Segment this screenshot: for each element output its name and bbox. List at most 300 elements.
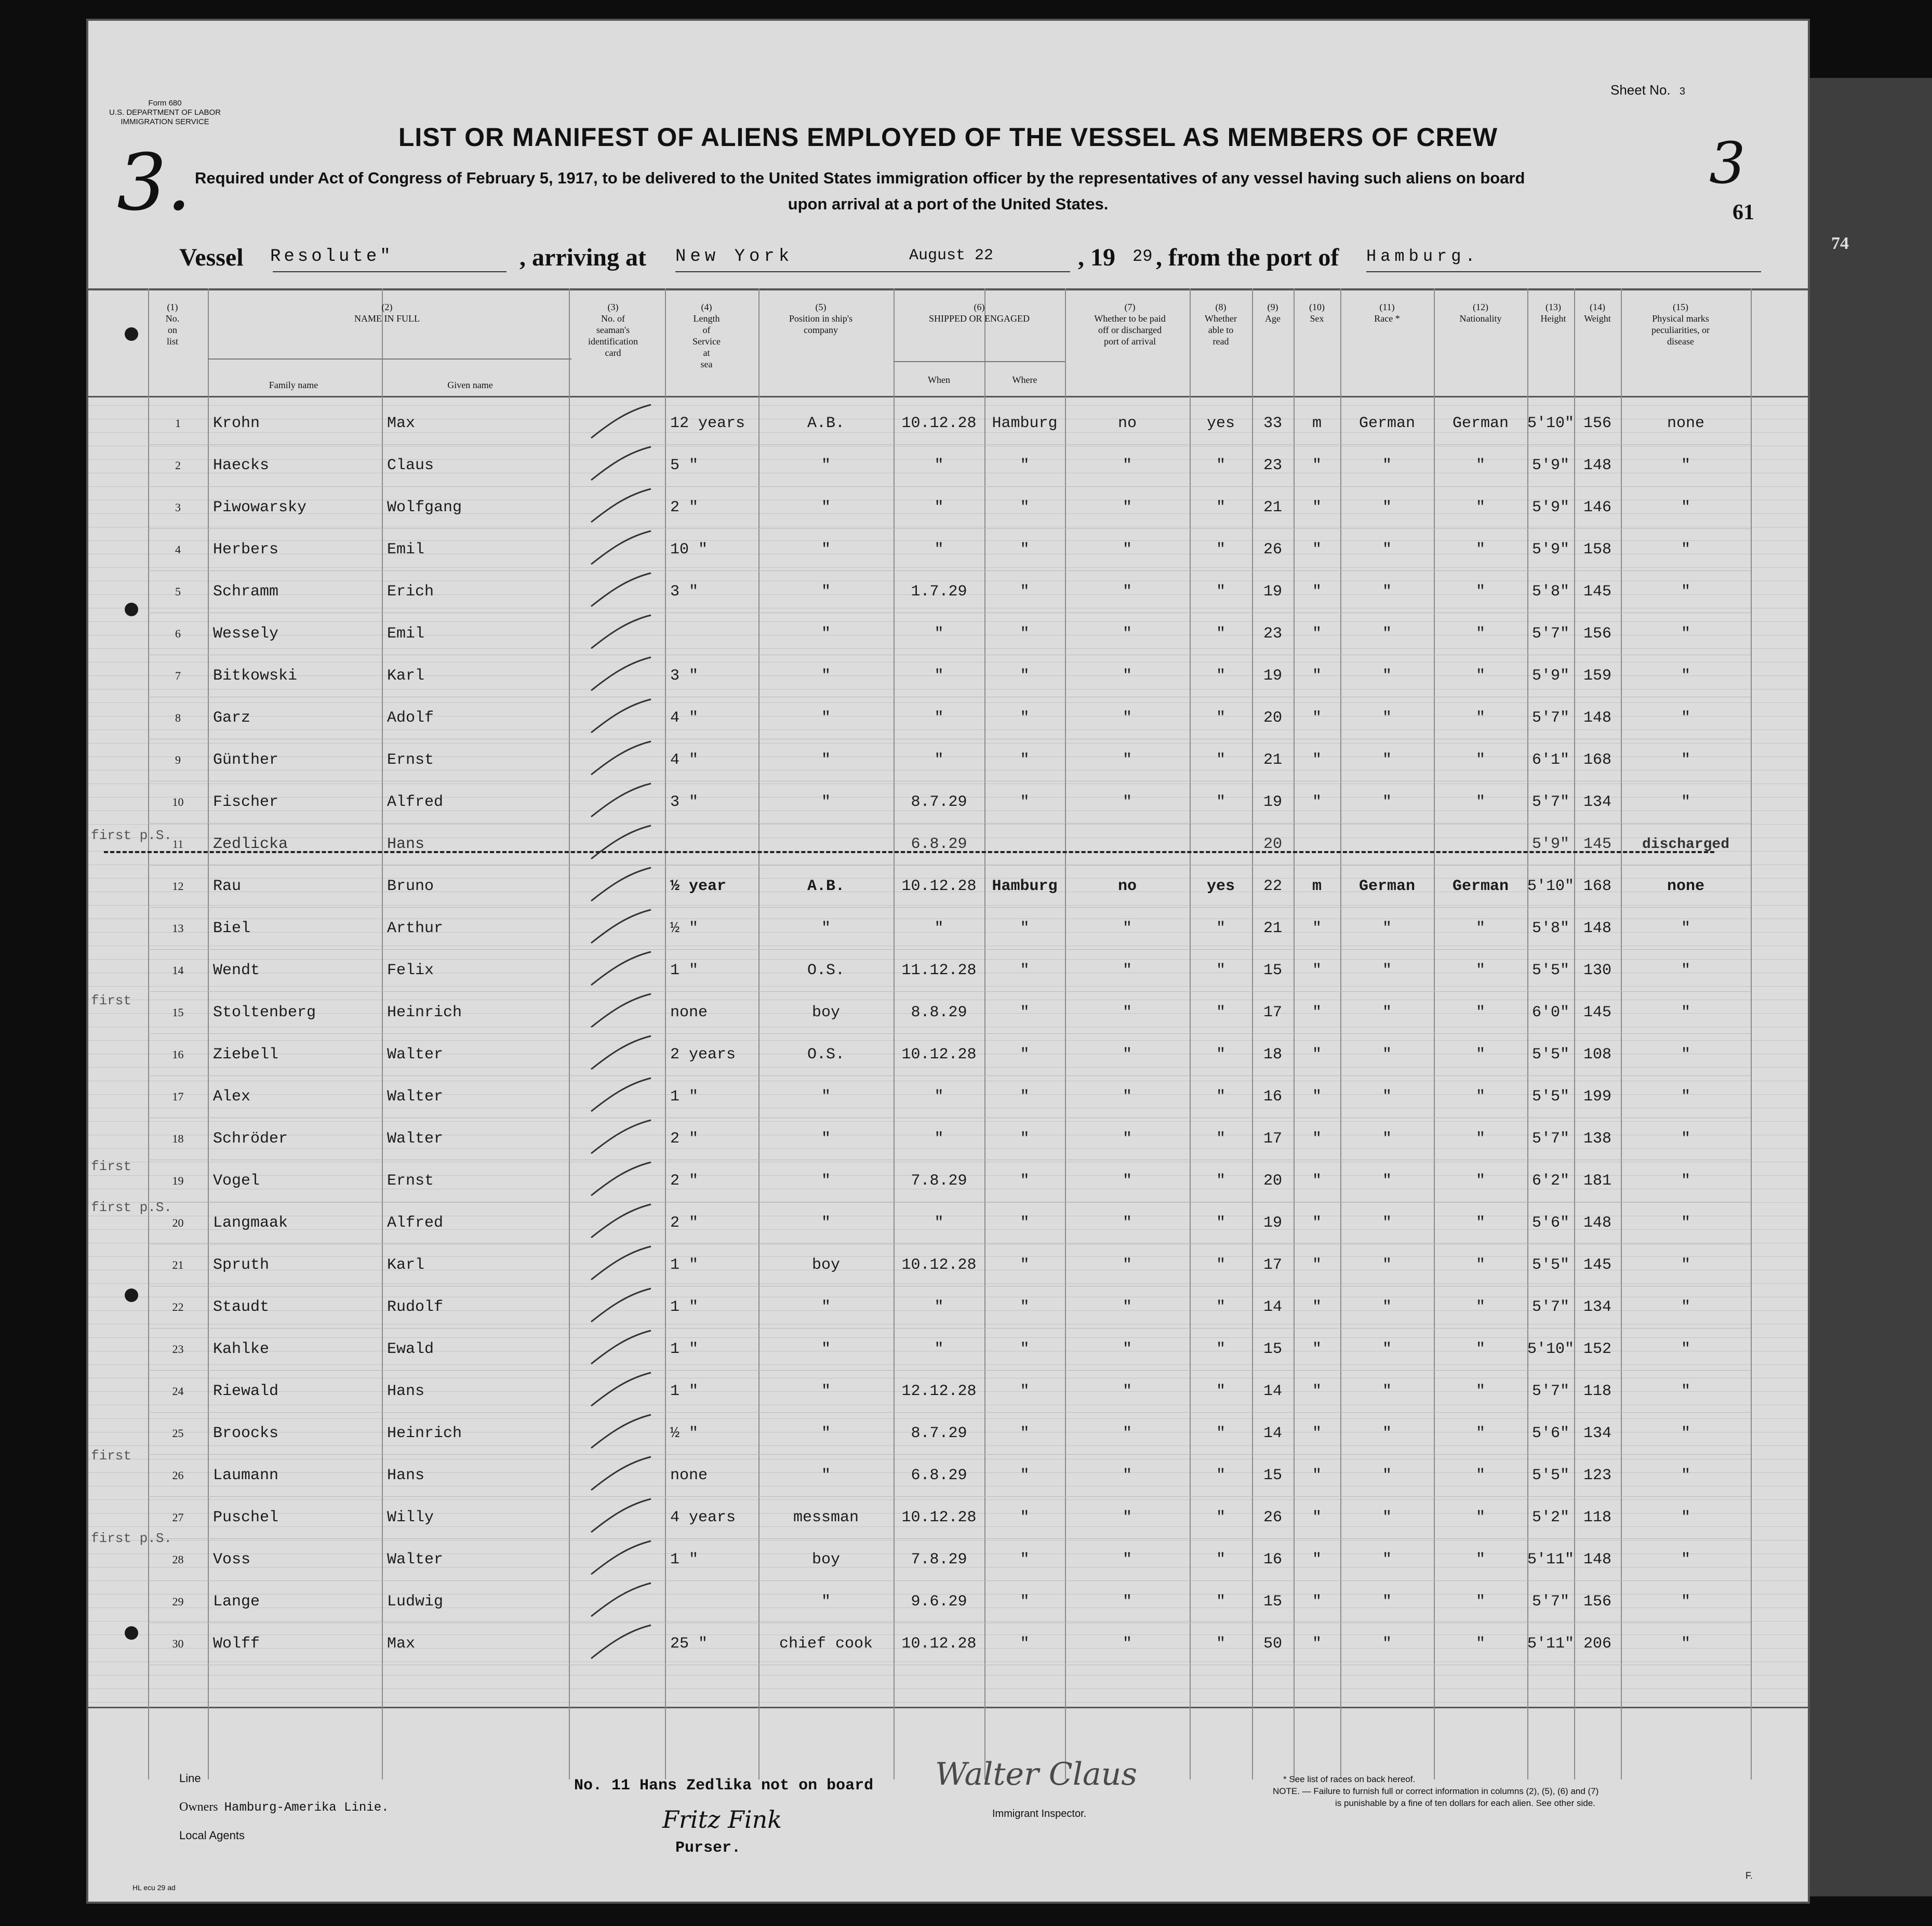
cell-position: " — [758, 1202, 894, 1244]
cell-read: " — [1190, 1160, 1252, 1202]
cell-sex: " — [1294, 1160, 1340, 1202]
cell-sex: " — [1294, 1118, 1340, 1160]
cell-paid: " — [1065, 781, 1190, 823]
cell-service: 2 " — [665, 1160, 758, 1202]
cell-service: 2 " — [665, 1118, 758, 1160]
cell-nat: German — [1434, 403, 1527, 445]
cell-given: Alfred — [382, 781, 569, 823]
cell-where: " — [984, 1539, 1065, 1581]
cell-no: 21 — [148, 1244, 208, 1286]
check-stroke-icon — [578, 1413, 656, 1449]
cell-family: Stoltenberg — [208, 992, 382, 1034]
cell-where: " — [984, 613, 1065, 655]
cell-family: Schramm — [208, 571, 382, 613]
cell-nat: " — [1434, 1623, 1527, 1665]
cell-family: Laumann — [208, 1455, 382, 1497]
cell-read: yes — [1190, 403, 1252, 445]
cell-weight: 145 — [1574, 571, 1621, 613]
cell-family: Voss — [208, 1539, 382, 1581]
penalty-note-1: NOTE. — Failure to furnish full or correct information in columns (2), (5), (6) and (7) — [1273, 1786, 1599, 1796]
arrival-date: August 22 — [909, 247, 994, 264]
cell-card — [569, 1118, 665, 1160]
cell-paid: " — [1065, 1118, 1190, 1160]
next-page-edge — [1803, 78, 1932, 1896]
cell-race: " — [1340, 781, 1434, 823]
cell-marks: " — [1621, 697, 1751, 739]
cell-sex: " — [1294, 1539, 1340, 1581]
cell-race: " — [1340, 1202, 1434, 1244]
cell-nat: " — [1434, 529, 1527, 571]
margin-annotation: first p.S. — [91, 1531, 172, 1547]
cell-no: 25 — [148, 1413, 208, 1455]
cell-age: 18 — [1252, 1034, 1294, 1076]
cell-race: " — [1340, 1286, 1434, 1329]
crew-row — [148, 445, 1751, 487]
cell-marks: " — [1621, 1076, 1751, 1118]
penalty-note-2: is punishable by a fine of ten dollars for each alien. See other side. — [1335, 1798, 1595, 1808]
cell-height: 5'10" — [1527, 1329, 1574, 1371]
cell-no: 24 — [148, 1371, 208, 1413]
cell-age: 16 — [1252, 1076, 1294, 1118]
cell-marks: none — [1621, 403, 1751, 445]
cell-given: Hans — [382, 1455, 569, 1497]
cell-nat: " — [1434, 1455, 1527, 1497]
cell-race: " — [1340, 697, 1434, 739]
cell-no: 8 — [148, 697, 208, 739]
cell-paid: " — [1065, 1076, 1190, 1118]
cell-where: " — [984, 529, 1065, 571]
cell-weight: 134 — [1574, 1413, 1621, 1455]
local-agents-label: Local Agents — [179, 1829, 245, 1842]
cell-when: 6.8.29 — [894, 823, 984, 866]
cell-family: Fischer — [208, 781, 382, 823]
cell-marks: " — [1621, 445, 1751, 487]
header-name: (2) NAME IN FULL — [354, 302, 420, 324]
cell-family: Langmaak — [208, 1202, 382, 1244]
cell-age: 14 — [1252, 1413, 1294, 1455]
header-no-on-list: (1) No. on list — [165, 302, 180, 347]
cell-where: " — [984, 1034, 1065, 1076]
check-stroke-icon — [578, 445, 656, 481]
cell-marks: " — [1621, 1623, 1751, 1665]
cell-marks: " — [1621, 1160, 1751, 1202]
cell-position: " — [758, 655, 894, 697]
cell-sex: " — [1294, 1413, 1340, 1455]
check-stroke-icon — [578, 1076, 656, 1112]
cell-position: " — [758, 1329, 894, 1371]
check-stroke-icon — [578, 1160, 656, 1197]
cell-height: 5'5" — [1527, 1076, 1574, 1118]
cell-card — [569, 1034, 665, 1076]
cell-sex: " — [1294, 1581, 1340, 1623]
cell-service: 5 " — [665, 445, 758, 487]
cell-when: " — [894, 445, 984, 487]
cell-when: " — [894, 1076, 984, 1118]
crew-row — [148, 529, 1751, 571]
cell-age: 26 — [1252, 529, 1294, 571]
crew-row — [148, 908, 1751, 950]
cell-no: 12 — [148, 866, 208, 908]
cell-sex: m — [1294, 866, 1340, 908]
cell-where: " — [984, 1076, 1065, 1118]
cell-paid: " — [1065, 445, 1190, 487]
cell-race: " — [1340, 908, 1434, 950]
crew-row — [148, 1623, 1751, 1665]
cell-when: 7.8.29 — [894, 1539, 984, 1581]
cell-paid: " — [1065, 613, 1190, 655]
cell-weight: 156 — [1574, 1581, 1621, 1623]
cell-sex: " — [1294, 445, 1340, 487]
cell-nat: " — [1434, 1202, 1527, 1244]
cell-family: Wendt — [208, 950, 382, 992]
check-stroke-icon — [578, 1034, 656, 1070]
page-number: 61 — [1733, 201, 1754, 224]
cell-position: " — [758, 1160, 894, 1202]
crew-row — [148, 1076, 1751, 1118]
cell-given: Karl — [382, 1244, 569, 1286]
cell-given: Ernst — [382, 739, 569, 781]
check-stroke-icon — [578, 992, 656, 1028]
cell-nat: " — [1434, 950, 1527, 992]
cell-card — [569, 823, 665, 866]
cell-weight: 152 — [1574, 1329, 1621, 1371]
cell-where: " — [984, 571, 1065, 613]
cell-height: 5'7" — [1527, 613, 1574, 655]
cell-paid: " — [1065, 950, 1190, 992]
cell-card — [569, 1329, 665, 1371]
cell-weight: 156 — [1574, 613, 1621, 655]
cell-weight: 145 — [1574, 992, 1621, 1034]
header-when: When — [928, 375, 950, 385]
cell-sex: " — [1294, 992, 1340, 1034]
cell-when: " — [894, 529, 984, 571]
cell-race: " — [1340, 1329, 1434, 1371]
cell-service: none — [665, 992, 758, 1034]
cell-age: 14 — [1252, 1371, 1294, 1413]
arriving-port: New York — [675, 247, 794, 267]
cell-age: 17 — [1252, 1118, 1294, 1160]
cell-no: 10 — [148, 781, 208, 823]
header-position: (5) Position in ship's company — [789, 302, 853, 335]
cell-where: Hamburg — [984, 403, 1065, 445]
cell-paid: " — [1065, 655, 1190, 697]
cell-height: 5'10" — [1527, 866, 1574, 908]
crew-rows — [148, 403, 1751, 1665]
cell-height: 6'2" — [1527, 1160, 1574, 1202]
cell-race: " — [1340, 571, 1434, 613]
cell-read: " — [1190, 1581, 1252, 1623]
cell-sex: " — [1294, 781, 1340, 823]
cell-race: " — [1340, 613, 1434, 655]
check-stroke-icon — [578, 866, 656, 902]
cell-read: " — [1190, 1329, 1252, 1371]
cell-family: Staudt — [208, 1286, 382, 1329]
header-given: Given name — [447, 380, 493, 390]
cell-position: A.B. — [758, 866, 894, 908]
cell-where: " — [984, 1371, 1065, 1413]
cell-marks: " — [1621, 1034, 1751, 1076]
cell-nat: " — [1434, 445, 1527, 487]
cell-age: 50 — [1252, 1623, 1294, 1665]
cell-where: " — [984, 908, 1065, 950]
service-name: IMMIGRATION SERVICE — [121, 117, 209, 126]
cell-position: " — [758, 697, 894, 739]
crew-row — [148, 1329, 1751, 1371]
cell-no: 30 — [148, 1623, 208, 1665]
check-stroke-icon — [578, 1244, 656, 1281]
header-age: (9) Age — [1265, 302, 1281, 324]
cell-service — [665, 613, 758, 655]
cell-position: " — [758, 739, 894, 781]
cell-family: Piwowarsky — [208, 487, 382, 529]
cell-age: 19 — [1252, 1202, 1294, 1244]
cell-read: " — [1190, 1076, 1252, 1118]
cell-marks: " — [1621, 1581, 1751, 1623]
cell-height: 5'5" — [1527, 1034, 1574, 1076]
cell-service: 25 " — [665, 1623, 758, 1665]
cell-nat: " — [1434, 613, 1527, 655]
cell-read: " — [1190, 487, 1252, 529]
cell-weight: 145 — [1574, 823, 1621, 866]
cell-when: 8.7.29 — [894, 781, 984, 823]
cell-when: 10.12.28 — [894, 866, 984, 908]
cell-card — [569, 655, 665, 697]
cell-age: 17 — [1252, 992, 1294, 1034]
cell-weight: 118 — [1574, 1371, 1621, 1413]
cell-paid: " — [1065, 1539, 1190, 1581]
cell-when: " — [894, 1286, 984, 1329]
corner-f: F. — [1746, 1870, 1753, 1881]
cell-where: " — [984, 1118, 1065, 1160]
cell-card — [569, 403, 665, 445]
cell-position: " — [758, 781, 894, 823]
owners-label: Owners — [179, 1800, 218, 1814]
cell-paid: " — [1065, 1497, 1190, 1539]
cell-card — [569, 1581, 665, 1623]
header-weight: (14) Weight — [1584, 302, 1611, 324]
cell-nat: " — [1434, 697, 1527, 739]
table-bottom-rule — [88, 1707, 1808, 1708]
cell-no: 16 — [148, 1034, 208, 1076]
cell-no: 20 — [148, 1202, 208, 1244]
cell-weight: 206 — [1574, 1623, 1621, 1665]
cell-position: " — [758, 1286, 894, 1329]
cell-marks: " — [1621, 1202, 1751, 1244]
cell-position: boy — [758, 1539, 894, 1581]
cell-position: " — [758, 445, 894, 487]
year-prefix: , 19 — [1078, 244, 1115, 271]
handwritten-page-mark: 3 — [1709, 130, 1746, 196]
cell-when: 6.8.29 — [894, 1455, 984, 1497]
cell-no: 27 — [148, 1497, 208, 1539]
cell-where: " — [984, 1160, 1065, 1202]
cell-position: " — [758, 613, 894, 655]
cell-given: Willy — [382, 1497, 569, 1539]
cell-age: 33 — [1252, 403, 1294, 445]
inspector-signature: Walter Claus — [935, 1756, 1138, 1792]
cell-height: 5'8" — [1527, 571, 1574, 613]
cell-weight: 156 — [1574, 403, 1621, 445]
check-stroke-icon — [578, 1539, 656, 1575]
back-page-number: 74 — [1831, 234, 1849, 253]
cell-given: Adolf — [382, 697, 569, 739]
crew-row — [148, 1034, 1751, 1076]
cell-given: Walter — [382, 1076, 569, 1118]
cell-family: Günther — [208, 739, 382, 781]
ledger-line — [88, 1675, 1808, 1676]
cell-nat: " — [1434, 1244, 1527, 1286]
cell-card — [569, 781, 665, 823]
cell-when: " — [894, 1202, 984, 1244]
cell-read: " — [1190, 950, 1252, 992]
cell-weight: 148 — [1574, 1539, 1621, 1581]
cell-family: Riewald — [208, 1371, 382, 1413]
cell-position: " — [758, 1455, 894, 1497]
cell-position: O.S. — [758, 950, 894, 992]
cell-when: " — [894, 908, 984, 950]
cell-service: 2 years — [665, 1034, 758, 1076]
cell-height: 5'6" — [1527, 1202, 1574, 1244]
cell-given: Emil — [382, 613, 569, 655]
cell-read: yes — [1190, 866, 1252, 908]
cell-given: Ewald — [382, 1329, 569, 1371]
check-stroke-icon — [578, 655, 656, 692]
manifest-sheet — [88, 21, 1808, 1902]
manifest-subtitle: Required under Act of Congress of February 5, 1917, to be delivered to the United States immigration officer by the representatives of any vessel having such aliens on board — [195, 169, 1525, 187]
cell-card — [569, 866, 665, 908]
cell-weight: 148 — [1574, 445, 1621, 487]
cell-card — [569, 1160, 665, 1202]
cell-nat: " — [1434, 1371, 1527, 1413]
cell-age: 21 — [1252, 908, 1294, 950]
cell-sex: " — [1294, 655, 1340, 697]
cell-read: " — [1190, 781, 1252, 823]
header-shipped: (6) SHIPPED OR ENGAGED — [928, 302, 1030, 324]
cell-read: " — [1190, 445, 1252, 487]
cell-age: 15 — [1252, 1329, 1294, 1371]
cell-read: " — [1190, 571, 1252, 613]
header-service: (4) Length of Service at sea — [692, 302, 721, 369]
cell-position: boy — [758, 992, 894, 1034]
dept-name: U.S. DEPARTMENT OF LABOR — [109, 108, 221, 117]
cell-paid: no — [1065, 403, 1190, 445]
cell-height: 5'7" — [1527, 1118, 1574, 1160]
cell-given: Ludwig — [382, 1581, 569, 1623]
cell-service: 3 " — [665, 571, 758, 613]
cell-read — [1190, 823, 1252, 866]
crew-row — [148, 487, 1751, 529]
sheet-number — [1610, 82, 1685, 98]
cell-service: none — [665, 1455, 758, 1497]
cell-race: " — [1340, 1455, 1434, 1497]
punch-hole — [125, 327, 138, 341]
cell-family: Vogel — [208, 1160, 382, 1202]
cell-paid: " — [1065, 1371, 1190, 1413]
cell-nat: " — [1434, 1413, 1527, 1455]
cell-sex: " — [1294, 697, 1340, 739]
cell-marks: " — [1621, 992, 1751, 1034]
check-stroke-icon — [578, 1455, 656, 1491]
cell-height: 5'9" — [1527, 529, 1574, 571]
cell-no: 28 — [148, 1539, 208, 1581]
cell-marks: " — [1621, 1413, 1751, 1455]
punch-hole — [125, 1626, 138, 1640]
cell-no: 11 — [148, 823, 208, 866]
cell-service: 1 " — [665, 1539, 758, 1581]
header-race: (11) Race * — [1374, 302, 1400, 324]
cell-weight: 130 — [1574, 950, 1621, 992]
cell-sex: " — [1294, 1244, 1340, 1286]
cell-age: 21 — [1252, 487, 1294, 529]
cell-race: " — [1340, 1160, 1434, 1202]
cell-card — [569, 1539, 665, 1581]
punch-hole — [125, 1289, 138, 1302]
cell-family: Garz — [208, 697, 382, 739]
cell-service: 4 " — [665, 697, 758, 739]
crew-row — [148, 866, 1751, 908]
cell-no: 23 — [148, 1329, 208, 1371]
cell-when: " — [894, 739, 984, 781]
cell-height: 5'5" — [1527, 1455, 1574, 1497]
check-stroke-icon — [578, 697, 656, 734]
cell-given: Erich — [382, 571, 569, 613]
cell-marks: discharged — [1621, 823, 1751, 866]
cell-position: O.S. — [758, 1034, 894, 1076]
cell-given: Arthur — [382, 908, 569, 950]
crew-row — [148, 613, 1751, 655]
arriving-label: , arriving at — [519, 244, 646, 271]
cell-card — [569, 1413, 665, 1455]
cell-family: Wessely — [208, 613, 382, 655]
header-family: Family name — [269, 380, 318, 390]
cell-height: 5'7" — [1527, 1286, 1574, 1329]
cell-age: 15 — [1252, 1581, 1294, 1623]
cell-height: 6'1" — [1527, 739, 1574, 781]
cell-marks: " — [1621, 1455, 1751, 1497]
cell-nat: " — [1434, 1160, 1527, 1202]
cell-service: 10 " — [665, 529, 758, 571]
cell-card — [569, 1286, 665, 1329]
cell-position: A.B. — [758, 403, 894, 445]
cell-family: Zedlicka — [208, 823, 382, 866]
cell-position: messman — [758, 1497, 894, 1539]
cell-read: " — [1190, 1497, 1252, 1539]
cell-sex: " — [1294, 739, 1340, 781]
cell-no: 14 — [148, 950, 208, 992]
cell-read: " — [1190, 1202, 1252, 1244]
cell-sex: " — [1294, 1329, 1340, 1371]
cell-age: 23 — [1252, 445, 1294, 487]
cell-position: " — [758, 529, 894, 571]
cell-age: 14 — [1252, 1286, 1294, 1329]
crew-row — [148, 781, 1751, 823]
cell-family: Krohn — [208, 403, 382, 445]
cell-nat: " — [1434, 1329, 1527, 1371]
crew-row — [148, 1413, 1751, 1455]
cell-position: " — [758, 487, 894, 529]
cell-given: Walter — [382, 1539, 569, 1581]
cell-age: 17 — [1252, 1244, 1294, 1286]
cell-given: Felix — [382, 950, 569, 992]
check-stroke-icon — [578, 908, 656, 944]
crew-row — [148, 1371, 1751, 1413]
cell-read: " — [1190, 1118, 1252, 1160]
cell-height: 5'7" — [1527, 1371, 1574, 1413]
check-stroke-icon — [578, 529, 656, 565]
cell-paid: " — [1065, 529, 1190, 571]
cell-age: 15 — [1252, 1455, 1294, 1497]
check-stroke-icon — [578, 1202, 656, 1239]
